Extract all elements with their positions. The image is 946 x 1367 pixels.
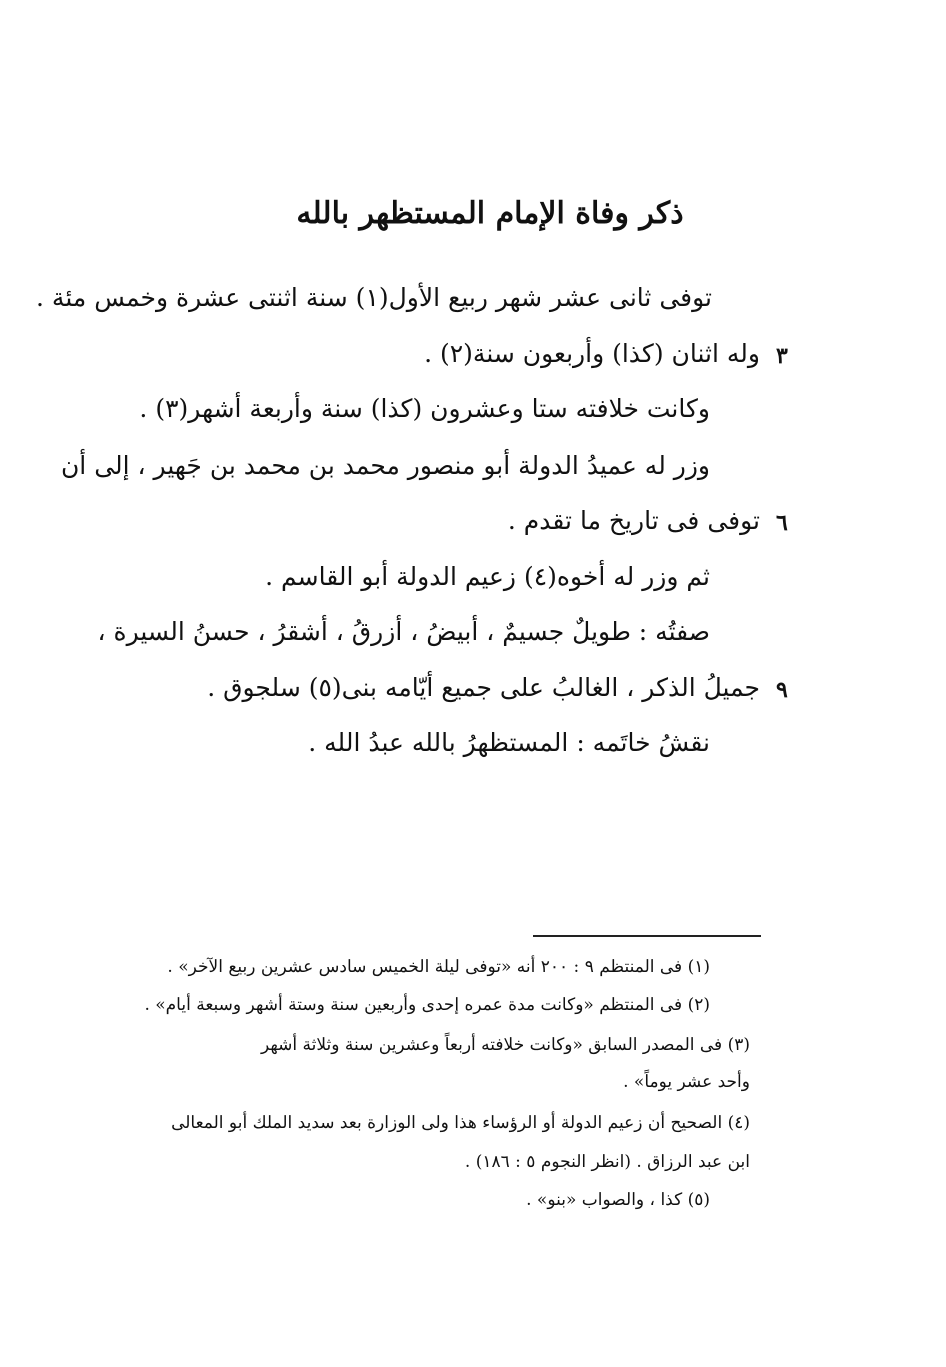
text-line-6: ثم وزر له أخوه(٤) زعيم الدولة أبو القاسم . — [265, 562, 710, 591]
text-line-4: وزر له عميدُ الدولة أبو منصور محمد بن محمد بن جَهير ، إلى أن — [60, 451, 710, 480]
text-line-1: توفى ثانى عشر شهر ربيع الأول(١) سنة اثنتى عشرة وخمس مئة . — [36, 283, 712, 312]
line-number-9: ٩ — [776, 677, 788, 703]
footnote-4: (٤) الصحيح أن زعيم الدولة أو الرؤساء هذا ولى الوزارة بعد سديد الملك أبو المعالى — [171, 1113, 750, 1133]
footnote-2: (٢) فى المنتظم «وكانت مدة عمره إحدى وأربعين سنة وستة أشهر وسبعة أيام» . — [144, 995, 710, 1015]
page-title: ذكر وفاة الإمام المستظهر بالله — [296, 196, 684, 231]
text-line-7: صفتُه : طويلٌ جسيمٌ ، أبيضُ ، أزرقُ ، أشقرُ ، حسنُ السيرة ، — [97, 617, 710, 646]
text-line-5: توفى فى تاريخ ما تقدم . — [507, 506, 760, 535]
footnote-4-continued: ابن عبد الرزاق . (انظر النجوم ٥ : ١٨٦) . — [464, 1152, 750, 1172]
text-line-8: جميلُ الذكر ، الغالبُ على جميع أيّامه بنى(٥) سلجوق . — [207, 673, 760, 702]
text-line-9: نقشُ خاتَمه : المستظهرُ بالله عبدُ الله . — [308, 728, 710, 757]
footnote-separator — [533, 935, 761, 937]
footnote-5: (٥) كذا ، والصواب «بنو» . — [526, 1190, 710, 1210]
text-line-2: وله اثنان (كذا) وأربعون سنة(٢) . — [424, 339, 760, 368]
footnote-3-continued: وأحد عشر يوماً» . — [623, 1072, 750, 1092]
text-line-3: وكانت خلافته ستا وعشرون (كذا) سنة وأربعة أشهر(٣) . — [139, 394, 710, 423]
footnote-1: (١) فى المنتظم ٩ : ٢٠٠ أنه «توفى ليلة الخميس سادس عشرين ربيع الآخر» . — [167, 957, 710, 977]
line-number-6: ٦ — [776, 510, 788, 536]
footnote-3: (٣) فى المصدر السابق «وكانت خلافته أربعاً وعشرين سنة وثلاثة أشهر — [260, 1035, 750, 1055]
line-number-3: ٣ — [776, 343, 788, 369]
